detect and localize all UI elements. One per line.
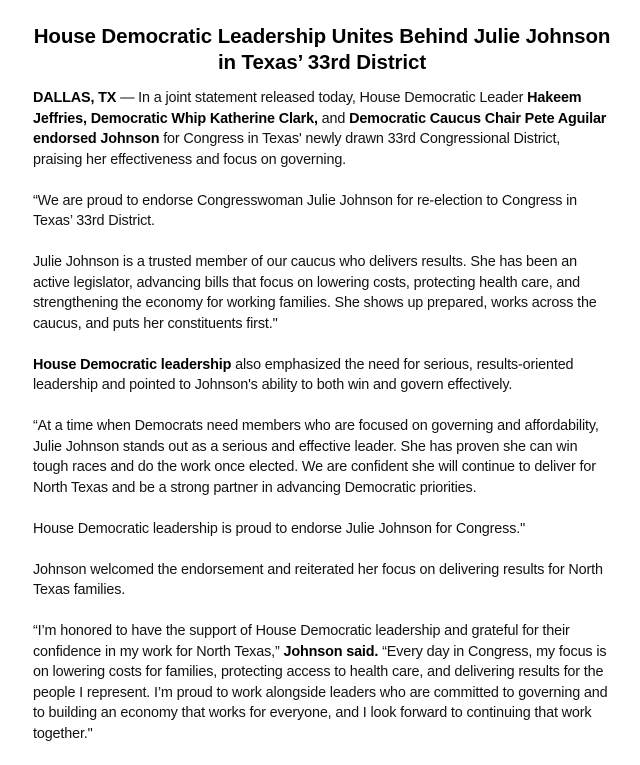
paragraph-leadership-emphasis bbox=[33, 355, 611, 396]
bold-phrase: House Democratic leadership bbox=[33, 356, 232, 373]
text-segment: House Democratic leadership is proud to endorse Julie Johnson for Congress." bbox=[33, 520, 526, 537]
text-segment: also emphasized the need for serious, results-oriented leadership and pointed to Johnson's ability to both win and govern effectively. bbox=[33, 356, 574, 393]
text-segment: “Every day in Congress, my focus is on lowering costs for families, protecting access to health care, and delivering results for the people I represent. I’m proud to work alongside leaders who are committed to governing and to building an economy that works for everyone, and I look forward to continuing that work together." bbox=[33, 643, 608, 742]
text-segment: for Congress in Texas' newly drawn 33rd Congressional District, praising her effectiveness and focus on governing. bbox=[33, 131, 561, 168]
text-segment: “We are proud to endorse Congresswoman Julie Johnson for re-election to Congress in Texas’ 33rd District. bbox=[33, 192, 578, 229]
headline: House Democratic Leadership Unites Behind Julie Johnson in Texas’ 33rd District bbox=[33, 25, 611, 74]
paragraph-quote-affordability bbox=[33, 416, 611, 498]
text-segment: and bbox=[317, 110, 350, 127]
paragraph-quote-open bbox=[33, 191, 611, 232]
paragraph-johnson-quote bbox=[33, 621, 611, 744]
paragraph-intro bbox=[33, 88, 611, 170]
text-segment: “I’m honored to have the support of House Democratic leadership and grateful for their confidence in my work for North Texas,” bbox=[33, 623, 570, 660]
text-segment: “At a time when Democrats need members who are focused on governing and affordability, Julie Johnson stands out as a serious and effective leader. She has proven she can win tough races and do the work once elected. We are confident she will continue to deliver for North Texas and be a strong partner in advancing Democratic priorities. bbox=[33, 418, 599, 496]
speaker-attribution: Johnson said. bbox=[283, 643, 379, 660]
text-segment: Julie Johnson is a trusted member of our caucus who delivers results. She has been an active legislator, advancing bills that focus on lowering costs, protecting health care, and strengthening the economy for working families. She shows up prepared, works across the caucus, and puts her constituents first." bbox=[33, 254, 597, 332]
press-release bbox=[33, 24, 611, 765]
text-segment: Johnson welcomed the endorsement and reiterated her focus on delivering results for North Texas families. bbox=[33, 561, 603, 598]
endorsers-names: Democratic Caucus Chair Pete Aguilar endorsed Johnson bbox=[33, 110, 607, 147]
paragraph-quote-close bbox=[33, 519, 611, 540]
paragraph-johnson-response bbox=[33, 560, 611, 601]
paragraph-quote-body bbox=[33, 252, 611, 334]
dateline: DALLAS, TX bbox=[33, 90, 117, 106]
endorsers-names: Hakeem Jeffries, Democratic Whip Katherine Clark, bbox=[33, 90, 582, 127]
text-segment: — In a joint statement released today, House Democratic Leader bbox=[116, 90, 528, 106]
